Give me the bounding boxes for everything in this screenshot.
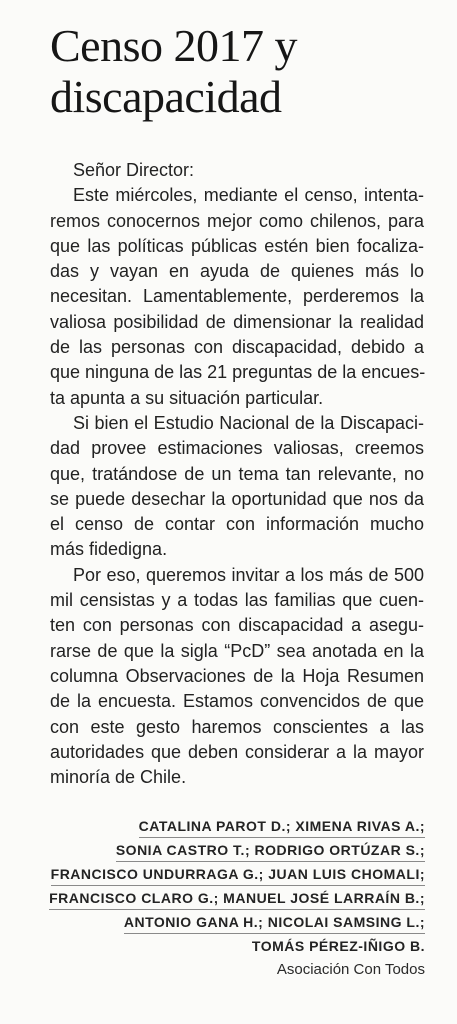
signature-block (40, 815, 425, 981)
paragraph-1-line: remos conocernos mejor como chilenos, para (50, 210, 424, 231)
paragraph-2-line: Si bien el Estudio Nacional de la Discapaci- (73, 412, 424, 433)
signatory-line (40, 887, 425, 909)
paragraph-3-line: de la encuesta. Estamos convencidos de que (50, 691, 424, 712)
paragraph-2-line: que, tratándose de un tema tan relevante, no (50, 463, 424, 484)
paragraph-1-line: Este miércoles, mediante el censo, intenta- (73, 185, 424, 206)
letter-body (50, 158, 424, 790)
signatory-names: CATALINA PAROT D.; XIMENA RIVAS A.; (139, 817, 425, 838)
paragraph-1-line: ta apunta a su situación particular. (50, 387, 324, 408)
signatory-line (40, 839, 425, 861)
paragraph-1-line: das y vayan en ayuda de quienes más lo (50, 261, 424, 282)
paragraph-1-line: valiosa posibilidad de dimensionar la realidad (50, 311, 424, 332)
signatory-names: SONIA CASTRO T.; RODRIGO ORTÚZAR S.; (116, 841, 425, 862)
paragraph-2-line: el censo de contar con información mucho (50, 514, 424, 535)
paragraph-3-line: columna Observaciones de la Hoja Resumen (50, 665, 424, 686)
organization-name: Asociación Con Todos (276, 961, 425, 978)
paragraph-3-line: minoría de Chile. (50, 767, 187, 788)
paragraph-1-line: necesitan. Lamentablemente, perderemos la (50, 286, 424, 307)
paragraph-1-line: que las políticas públicas estén bien focaliza- (50, 235, 424, 256)
paragraph-1-line: de las personas con discapacidad, debido a (50, 337, 424, 358)
signatory-names: FRANCISCO UNDURRAGA G.; JUAN LUIS CHOMALI; (51, 865, 425, 886)
signatory-names: FRANCISCO CLARO G.; MANUEL JOSÉ LARRAÍN B.; (49, 889, 425, 910)
paragraph-3-line: con este gesto haremos conscientes a las (50, 716, 424, 737)
paragraph-3-line: mil censistas y a todas las familias que cuen- (50, 590, 424, 611)
signatory-names: ANTONIO GANA H.; NICOLAI SAMSING L.; (124, 913, 425, 934)
signatory-line (40, 815, 425, 837)
letter-headline (50, 20, 440, 122)
paragraph-2-line: dad provee estimaciones valiosas, creemos (50, 438, 424, 459)
salutation: Señor Director: (73, 160, 195, 180)
paragraph-3-line: ten con personas con discapacidad a asegu- (50, 615, 424, 636)
headline-line-2: discapacidad (50, 71, 282, 122)
paragraph-3-line: Por eso, queremos invitar a los más de 500 (73, 564, 424, 585)
paragraph-1-line: que ninguna de las 21 preguntas de la encues- (50, 362, 426, 383)
paragraph-3-line: autoridades que deben considerar a la mayor (50, 741, 424, 762)
paragraph-3-line: rarse de que la sigla “PcD” sea anotada en la (50, 640, 424, 661)
paragraph-2-line: se puede desechar la oportunidad que nos da (50, 488, 424, 509)
paragraph-2-line: más fidedigna. (50, 539, 168, 560)
signatory-line (40, 911, 425, 933)
signatory-line (40, 935, 425, 957)
headline-line-1: Censo 2017 y (50, 20, 297, 71)
signatory-line (40, 863, 425, 885)
signatory-names: TOMÁS PÉREZ-IÑIGO B. (251, 938, 425, 954)
